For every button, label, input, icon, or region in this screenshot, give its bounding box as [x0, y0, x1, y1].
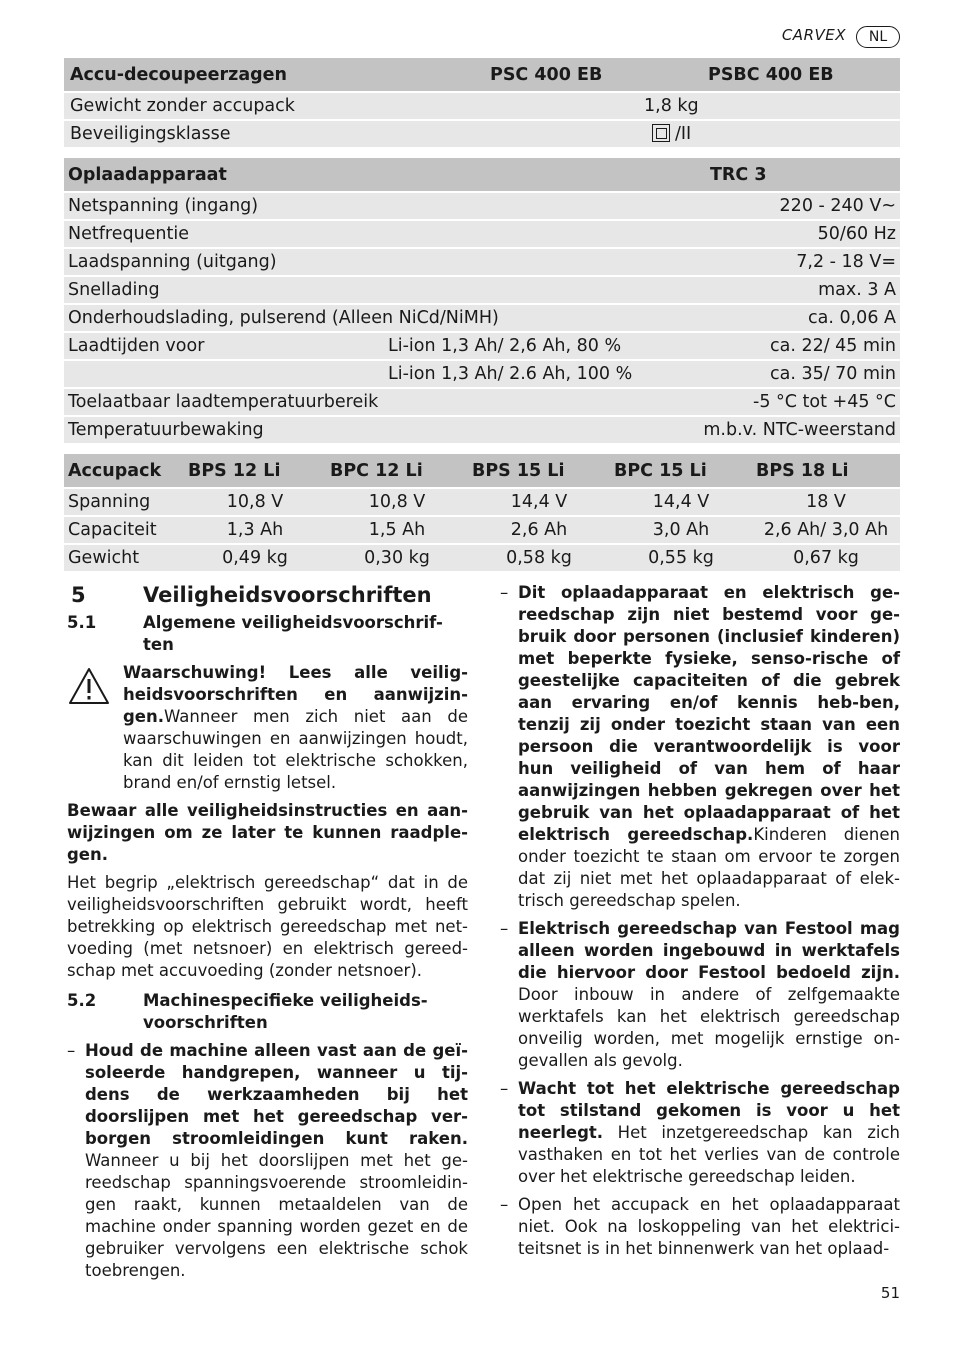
table-row: [64, 417, 900, 443]
row-label: Netfrequentie: [64, 221, 384, 247]
table-header-cell: BPS 12 Li: [184, 454, 326, 487]
table-cell: 1,3 Ah: [184, 517, 326, 543]
warning-block: [67, 662, 468, 794]
table-row: [64, 221, 900, 247]
table-header-cell: Accupack: [64, 454, 184, 487]
row-value: -5 °C tot +45 °C: [674, 389, 900, 415]
list-item: [67, 1040, 468, 1282]
row-label: Netspanning (ingang): [64, 193, 384, 219]
battery-spec-table: [64, 452, 900, 573]
table-cell: 0,55 kg: [610, 545, 752, 571]
table-header-row: [64, 158, 900, 191]
double-insulation-icon: [652, 124, 670, 142]
table-cell: 14,4 V: [468, 489, 610, 515]
list-item: [500, 1078, 900, 1188]
item-bold-text: Elektrisch gereedschap van Festool mag alleen worden ingebouwd in werktafels die hiervoor door Festool bedoeld zijn.: [518, 919, 900, 982]
list-dash: –: [500, 1195, 509, 1214]
row-mid: [384, 389, 674, 415]
table-cell: 2,6 Ah/ 3,0 Ah: [752, 517, 900, 543]
row-label: Spanning: [64, 489, 184, 515]
table-cell: 0,67 kg: [752, 545, 900, 571]
row-label: Laadtijden voor: [64, 333, 384, 359]
subsection-heading: [67, 990, 468, 1034]
table-header-cell: Oplaadapparaat: [64, 158, 384, 191]
table-cell: 14,4 V: [610, 489, 752, 515]
list-dash: –: [500, 583, 509, 602]
table-row: [64, 277, 900, 303]
item-bold-text: Wacht tot het elektrische gereedschap tot stilstand gekomen is voor u het neerlegt.: [518, 1079, 900, 1142]
item-text: Door inbouw in andere of zelfgemaakte werktafels kan het elektrisch gereedschap onveilig worden, met mogelijk ernstige on-gevallen als gevolg.: [518, 985, 900, 1070]
table-row: [64, 249, 900, 275]
row-mid: [384, 193, 674, 219]
subsection-number: 5.2: [67, 991, 97, 1010]
table-row: [64, 517, 900, 543]
definition-paragraph: Het begrip „elektrisch gereedschap“ dat in de veiligheidsvoorschriften gebruikt wordt, heeft betrekking op elektrisch gereedschap met net-voeding (met netsnoer) en elektrisch gereed-schap met accuvoeding (zonder netsnoer).: [67, 873, 468, 980]
row-value: max. 3 A: [674, 277, 900, 303]
list-item: [500, 1194, 900, 1260]
row-label: Laadspanning (uitgang): [64, 249, 384, 275]
row-label: Gewicht zonder accupack: [64, 93, 486, 119]
subsection-heading: [67, 612, 468, 656]
row-value: 1,8 kg: [486, 93, 900, 119]
item-text: Het inzetgereedschap kan zich vasthaken en tot het verlies van de controle over het elektrische gereedschap leiden.: [518, 1123, 900, 1186]
table-header-cell: BPS 18 Li: [752, 454, 900, 487]
section-heading: [71, 580, 468, 610]
row-mid: [384, 221, 674, 247]
table-row: [64, 333, 900, 359]
right-column: [500, 580, 900, 1260]
table-header-cell: PSBC 400 EB: [704, 58, 900, 91]
table-cell: 0,58 kg: [468, 545, 610, 571]
warning-triangle-icon: [67, 666, 111, 706]
table-header-cell: BPC 15 Li: [610, 454, 752, 487]
row-label: [64, 361, 384, 387]
table-row: [64, 121, 900, 147]
charger-spec-table: [64, 156, 900, 445]
language-badge: NL: [856, 26, 900, 48]
list-item: [500, 582, 900, 912]
table-row: [64, 305, 900, 331]
row-mid: [384, 417, 674, 443]
table-cell: 18 V: [752, 489, 900, 515]
table-row: [64, 545, 900, 571]
row-label: Onderhoudslading, pulserend (Alleen NiCd/NiMH): [64, 305, 674, 331]
brand-name: CARVEX: [781, 26, 846, 44]
list-dash: –: [500, 1079, 509, 1098]
table-header-row: [64, 454, 900, 487]
table-header-cell: BPS 15 Li: [468, 454, 610, 487]
row-label: Temperatuurbewaking: [64, 417, 384, 443]
row-value: 220 - 240 V~: [674, 193, 900, 219]
row-mid: [384, 249, 674, 275]
table-cell: 0,30 kg: [326, 545, 468, 571]
subsection-title: Algemene veiligheidsvoorschrif-ten: [143, 613, 443, 654]
keep-instructions: Bewaar alle veiligheidsinstructies en aan-wijzingen om ze later te kunnen raadple-gen.: [67, 801, 468, 864]
list-dash: –: [67, 1041, 76, 1060]
table-cell: 10,8 V: [326, 489, 468, 515]
section-title: Veiligheidsvoorschriften: [143, 583, 432, 607]
row-mid: [384, 277, 674, 303]
table-row: [64, 489, 900, 515]
subsection-title: Machinespecifieke veiligheids-voorschriften: [143, 991, 428, 1032]
warning-body: [67, 684, 468, 794]
item-bold-text: Houd de machine alleen vast aan de geï-soleerde handgrepen, wanneer u tij-dens de werkzaamheden bij het doorslijpen met het gereedschap ver-borgen stroomleidingen kunt raken.: [85, 1041, 468, 1148]
table-row: [64, 193, 900, 219]
page-number: 51: [880, 1284, 900, 1302]
table-cell: 1,5 Ah: [326, 517, 468, 543]
table-row: [64, 361, 900, 387]
item-text: Wanneer u bij het doorslijpen met het ge-reedschap spanningsvoerende stroomleidin-gen raakt, kunnen metaaldelen van de machine onder spanning worden gezet en de gebruiker vervolgens een elektrische schok toebrengen.: [85, 1151, 468, 1280]
row-mid: Li-ion 1,3 Ah/ 2,6 Ah, 80 %: [384, 333, 674, 359]
table-cell: 10,8 V: [184, 489, 326, 515]
warning-text: Wanneer men zich niet aan de waarschuwingen en aanwijzingen houdt, kan dit leiden tot elektrische schokken, brand en/of ernstig letsel.: [123, 707, 468, 792]
list-dash: –: [500, 919, 509, 938]
table-header-cell: TRC 3: [674, 158, 900, 191]
list-item: [500, 918, 900, 1072]
row-value: 7,2 - 18 V=: [674, 249, 900, 275]
row-value: m.b.v. NTC-weerstand: [674, 417, 900, 443]
table-header-cell: Accu-decoupeerzagen: [64, 58, 486, 91]
warning-title: Waarschuwing! Lees alle veilig-: [123, 663, 468, 682]
table-header-row: [64, 58, 900, 91]
table-cell: 2,6 Ah: [468, 517, 610, 543]
row-label: Toelaatbaar laadtemperatuurbereik: [64, 389, 384, 415]
row-label: Beveiligingsklasse: [64, 121, 486, 147]
row-mid: Li-ion 1,3 Ah/ 2.6 Ah, 100 %: [384, 361, 674, 387]
row-value: ca. 35/ 70 min: [674, 361, 900, 387]
left-column: [67, 580, 468, 1282]
row-label: Gewicht: [64, 545, 184, 571]
table-header-cell: PSC 400 EB: [486, 58, 704, 91]
row-value: ca. 0,06 A: [674, 305, 900, 331]
saw-spec-table: [64, 56, 900, 149]
item-text: Open het accupack en het oplaadapparaat niet. Ook na loskoppeling van het elektrici-teitsnet is in het binnenwerk van het oplaad-: [518, 1195, 900, 1258]
row-label: Snellading: [64, 277, 384, 303]
row-value: 50/60 Hz: [674, 221, 900, 247]
row-label: Capaciteit: [64, 517, 184, 543]
item-bold-text: Dit oplaadapparaat en elektrisch ge-reedschap zijn niet bestemd voor ge-bruik door personen (inclusief kinderen) met beperkte fysieke, senso-rische of geestelijke capaciteiten of die gebrek aan ervaring en/of kennis heb-ben, tenzij zij onder toezicht staan van een persoon die verantwoordelijk is voor hun veiligheid of van hem of haar aanwijzingen hebben gekregen over het gebruik van het oplaadapparaat of het elektrisch gereedschap.: [518, 583, 900, 844]
table-cell: 0,49 kg: [184, 545, 326, 571]
subsection-number: 5.1: [67, 613, 97, 632]
table-row: [64, 93, 900, 119]
warning-bold-text: heidsvoorschriften en aanwijzin-gen.: [123, 685, 468, 726]
table-header-cell: BPC 12 Li: [326, 454, 468, 487]
table-cell: 3,0 Ah: [610, 517, 752, 543]
row-value: ca. 22/ 45 min: [674, 333, 900, 359]
section-number: 5: [71, 583, 86, 607]
item-text: Kinderen dienen onder toezicht te staan om ervoor te zorgen dat zij niet met het oplaadapparaat of elek-trisch gereedschap spelen.: [518, 825, 900, 910]
table-row: [64, 389, 900, 415]
row-value: /II: [675, 124, 692, 144]
